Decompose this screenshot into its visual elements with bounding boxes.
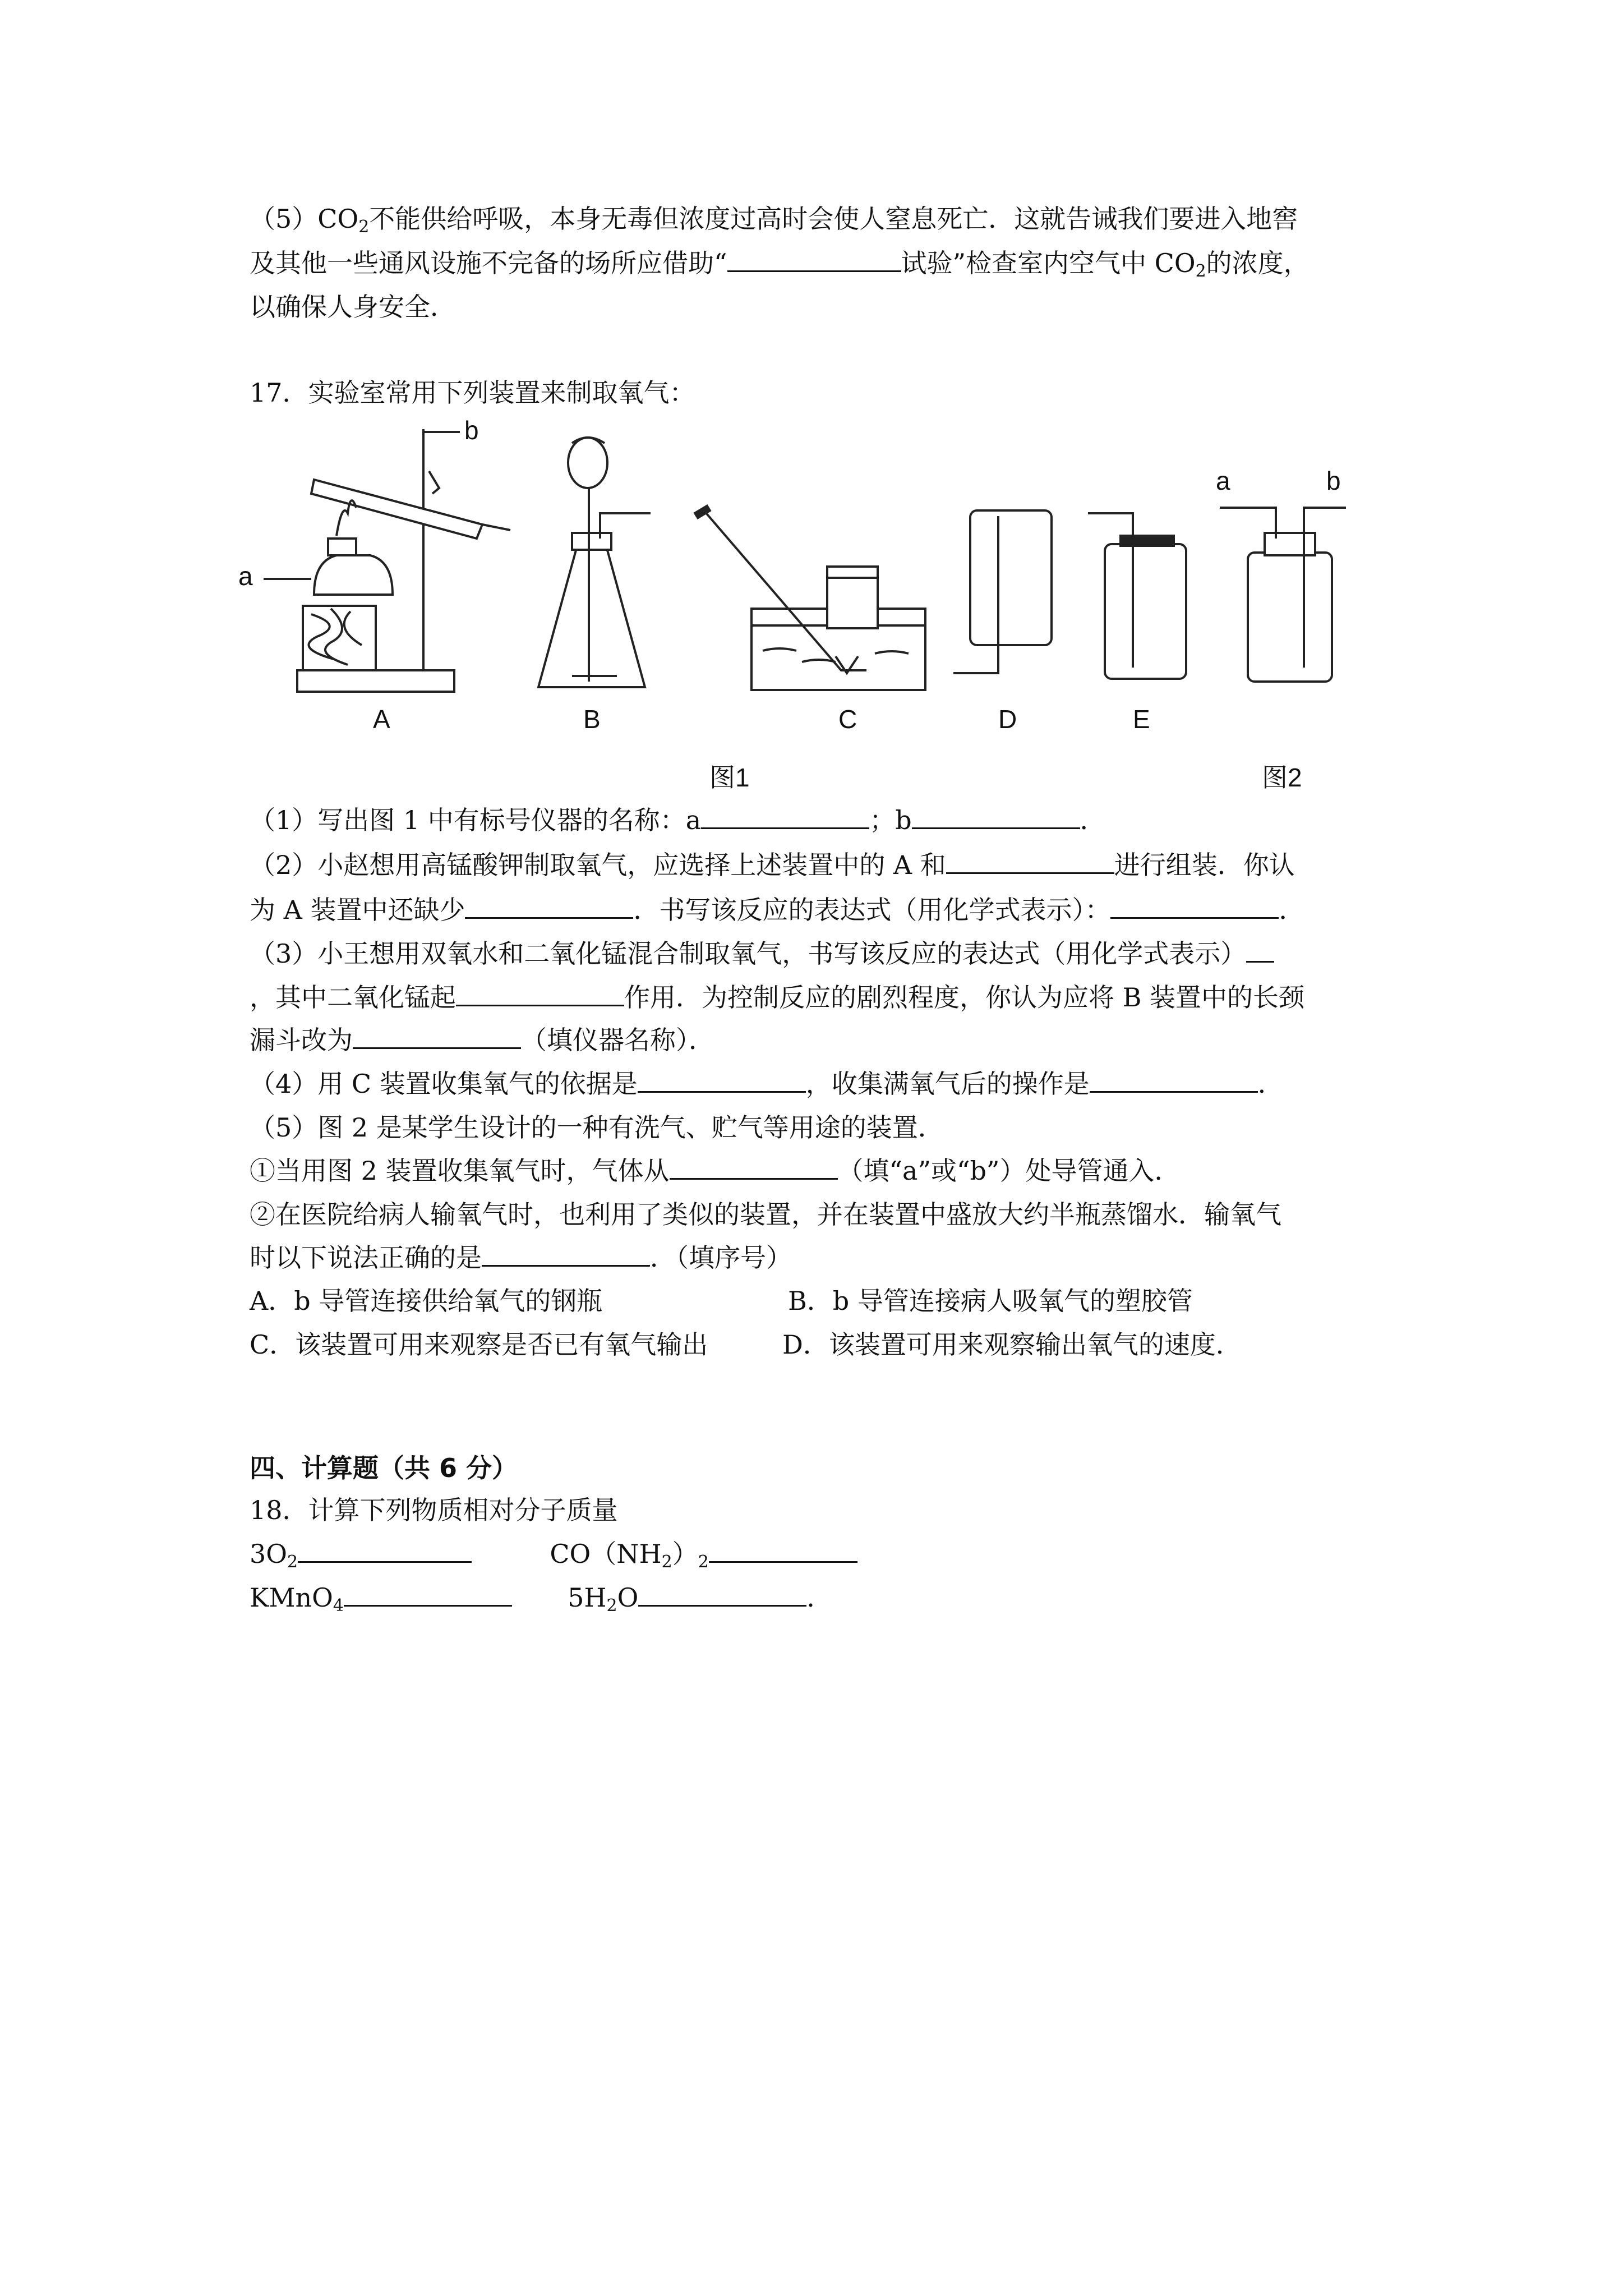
q17-2-line1: （2）小赵想用高锰酸钾制取氧气，应选择上述装置中的 A 和 进行组装．你认 bbox=[250, 847, 1295, 883]
q17-2-line2: 为 A 装置中还缺少 ．书写该反应的表达式（用化学式表示）： ． bbox=[250, 892, 1304, 928]
answer-blank[interactable] bbox=[670, 1153, 838, 1180]
label-a: a bbox=[238, 562, 253, 591]
q18-row1: $3O_2$ $CO(NH_2)_2$ bbox=[250, 1536, 857, 1580]
section-heading: 四、计算题（共 6 分） bbox=[250, 1453, 518, 1483]
stand-base bbox=[297, 670, 454, 692]
answer-blank[interactable] bbox=[1246, 936, 1274, 963]
gas-jar bbox=[827, 567, 878, 628]
q16-5-line2: 及其他一些通风设施不完备的场所应借助“ 试验”检查室内空气中 $CO_2$的浓度， bbox=[250, 245, 1310, 289]
answer-blank[interactable] bbox=[344, 1580, 512, 1607]
answer-blank[interactable] bbox=[946, 848, 1114, 874]
fig2-label-a: a bbox=[1216, 466, 1230, 495]
alcohol-lamp bbox=[314, 555, 393, 595]
label-A: A bbox=[373, 705, 390, 734]
answer-blank[interactable] bbox=[456, 980, 624, 1006]
option-a: A．b 导管连接供给氧气的钢瓶 bbox=[250, 1286, 603, 1316]
answer-blank[interactable] bbox=[701, 803, 869, 829]
answer-blank[interactable] bbox=[1090, 1066, 1258, 1093]
q17-title: 17．实验室常用下列装置来制取氧气： bbox=[250, 378, 695, 408]
q17-5-1: ①当用图 2 装置收集氧气时，气体从 （填“a”或“b”）处导管通入． bbox=[250, 1153, 1180, 1189]
q16-5-line1: $(5)CO_2$不能供给呼吸，本身无毒但浓度过高时会使人窒息死亡．这就告诫我们要进入地窖 bbox=[250, 204, 1298, 237]
conical-flask bbox=[538, 544, 645, 687]
q17-3-line2: ，其中二氧化锰起 作用．为控制反应的剧烈程度，你认为应将 B 装置中的长颈 bbox=[250, 979, 1304, 1015]
answer-blank[interactable] bbox=[912, 803, 1080, 829]
option-d: D．该装置可用来观察输出氧气的速度． bbox=[782, 1329, 1242, 1360]
label-E: E bbox=[1133, 705, 1150, 734]
upward-bottle bbox=[1105, 544, 1186, 679]
option-b: B．b 导管连接病人吸氧气的塑胶管 bbox=[788, 1286, 1193, 1316]
q16-5-line3: 以确保人身安全． bbox=[250, 292, 456, 322]
q17-3-line1: （3）小王想用双氧水和二氧化锰混合制取氧气，书写该反应的表达式（用化学式表示） bbox=[250, 936, 1274, 972]
q18-row2: KMnO$_4$ $5H_2O$ ． bbox=[250, 1580, 832, 1624]
q17-1: （1）写出图 1 中有标号仪器的名称：a ；b ． bbox=[250, 802, 1106, 838]
answer-blank[interactable] bbox=[638, 1580, 806, 1607]
fig2-label-b: b bbox=[1326, 466, 1341, 495]
label-D: D bbox=[998, 705, 1017, 734]
q17-3-line3: 漏斗改为 （填仪器名称）． bbox=[250, 1022, 714, 1058]
answer-blank[interactable] bbox=[482, 1240, 650, 1267]
answer-blank[interactable] bbox=[1110, 892, 1279, 919]
answer-blank[interactable] bbox=[353, 1023, 521, 1049]
answer-blank[interactable] bbox=[638, 1066, 806, 1093]
label-C: C bbox=[838, 705, 857, 734]
q17-5-2-line1: ②在医院给病人输氧气时，也利用了类似的装置，并在装置中盛放大约半瓶蒸馏水．输氧气 bbox=[250, 1199, 1281, 1230]
label-b: b bbox=[464, 416, 479, 445]
fig1-caption: 图1 bbox=[709, 763, 750, 792]
label-B: B bbox=[583, 705, 601, 734]
answer-blank[interactable] bbox=[709, 1536, 857, 1563]
downward-bottle bbox=[970, 510, 1052, 645]
q17-4: （4）用 C 装置收集氧气的依据是 ，收集满氧气后的操作是 ． bbox=[250, 1066, 1284, 1102]
q18-title: 18．计算下列物质相对分子质量 bbox=[250, 1495, 618, 1525]
long-neck-funnel bbox=[568, 438, 607, 488]
answer-blank[interactable] bbox=[465, 892, 633, 919]
option-c: C．该装置可用来观察是否已有氧气输出 bbox=[250, 1329, 708, 1360]
fig2-caption: 图2 bbox=[1262, 763, 1302, 792]
q17-5: （5）图 2 是某学生设计的一种有洗气、贮气等用途的装置． bbox=[250, 1112, 944, 1143]
q17-5-2-line2: 时以下说法正确的是 ．（填序号） bbox=[250, 1240, 792, 1276]
wash-bottle bbox=[1248, 553, 1332, 682]
answer-blank[interactable] bbox=[298, 1536, 472, 1563]
